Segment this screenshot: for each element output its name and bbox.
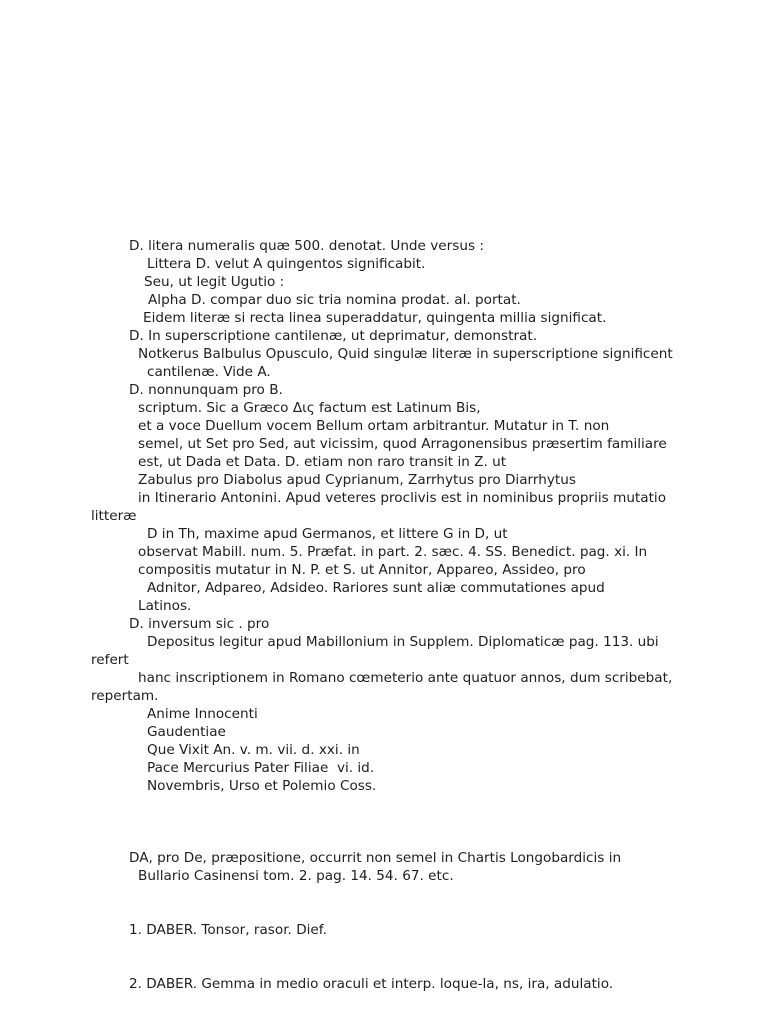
text-line: observat Mabill. num. 5. Præfat. in part. 2. sæc. 4. SS. Benedict. pag. xi. In bbox=[138, 544, 648, 560]
text-line: Que Vixit An. v. m. vii. d. xxi. in bbox=[147, 742, 360, 758]
text-line: est, ut Dada et Data. D. etiam non raro transit in Z. ut bbox=[138, 454, 507, 470]
text-line: Adnitor, Adpareo, Adsideo. Rariores sunt aliæ commutationes apud bbox=[147, 580, 605, 596]
text-line: Novembris, Urso et Polemio Coss. bbox=[147, 778, 377, 794]
text-line: D in Th, maxime apud Germanos, et littere G in D, ut bbox=[147, 526, 508, 542]
text-line: hanc inscriptionem in Romano cœmeterio ante quatuor annos, dum scribebat, bbox=[138, 670, 673, 686]
text-line: Notkerus Balbulus Opusculo, Quid singulæ literæ in superscriptione significent bbox=[138, 346, 673, 362]
text-line: D. litera numeralis quæ 500. denotat. Unde versus : bbox=[129, 238, 484, 254]
text-line: Alpha D. compar duo sic tria nomina prodat. al. portat. bbox=[148, 292, 521, 308]
text-line: cantilenæ. Vide A. bbox=[147, 364, 271, 380]
text-line: D. nonnunquam pro B. bbox=[129, 382, 283, 398]
text-line: repertam. bbox=[91, 688, 159, 704]
text-line: in Itinerario Antonini. Apud veteres proclivis est in nominibus propriis mutatio bbox=[138, 490, 667, 506]
text-line: litteræ bbox=[91, 508, 137, 524]
text-line: Zabulus pro Diabolus apud Cyprianum, Zarrhytus pro Diarrhytus bbox=[138, 472, 576, 488]
text-line: Littera D. velut A quingentos significabit. bbox=[147, 256, 426, 272]
text-line: Anime Innocenti bbox=[147, 706, 258, 722]
text-line: D. In superscriptione cantilenæ, ut deprimatur, demonstrat. bbox=[129, 328, 538, 344]
text-line: Eidem literæ si recta linea superaddatur, quingenta millia significat. bbox=[143, 310, 607, 326]
text-line: Seu, ut legit Ugutio : bbox=[144, 274, 285, 290]
text-line: Depositus legitur apud Mabillonium in Supplem. Diplomaticæ pag. 113. ubi bbox=[147, 634, 659, 650]
text-line: 2. DABER. Gemma in medio oraculi et interp. loque-la, ns, ira, adulatio. bbox=[129, 976, 614, 992]
text-line: scriptum. Sic a Græco Δις factum est Latinum Bis, bbox=[138, 400, 481, 416]
text-line: Gaudentiae bbox=[147, 724, 226, 740]
text-line: et a voce Duellum vocem Bellum ortam arbitrantur. Mutatur in T. non bbox=[138, 418, 610, 434]
text-line: D. inversum sic . pro bbox=[129, 616, 270, 632]
text-line: Pace Mercurius Pater Filiae vi. id. bbox=[147, 760, 375, 776]
text-line: Latinos. bbox=[138, 598, 192, 614]
text-line: refert bbox=[91, 652, 129, 668]
text-line: 1. DABER. Tonsor, rasor. Dief. bbox=[129, 922, 327, 938]
text-line: DA, pro De, præpositione, occurrit non semel in Chartis Longobardicis in bbox=[129, 850, 622, 866]
text-line: Bullario Casinensi tom. 2. pag. 14. 54. 67. etc. bbox=[138, 868, 454, 884]
text-line: compositis mutatur in N. P. et S. ut Annitor, Appareo, Assideo, pro bbox=[138, 562, 586, 578]
text-line: semel, ut Set pro Sed, aut vicissim, quod Arragonensibus præsertim familiare bbox=[138, 436, 667, 452]
